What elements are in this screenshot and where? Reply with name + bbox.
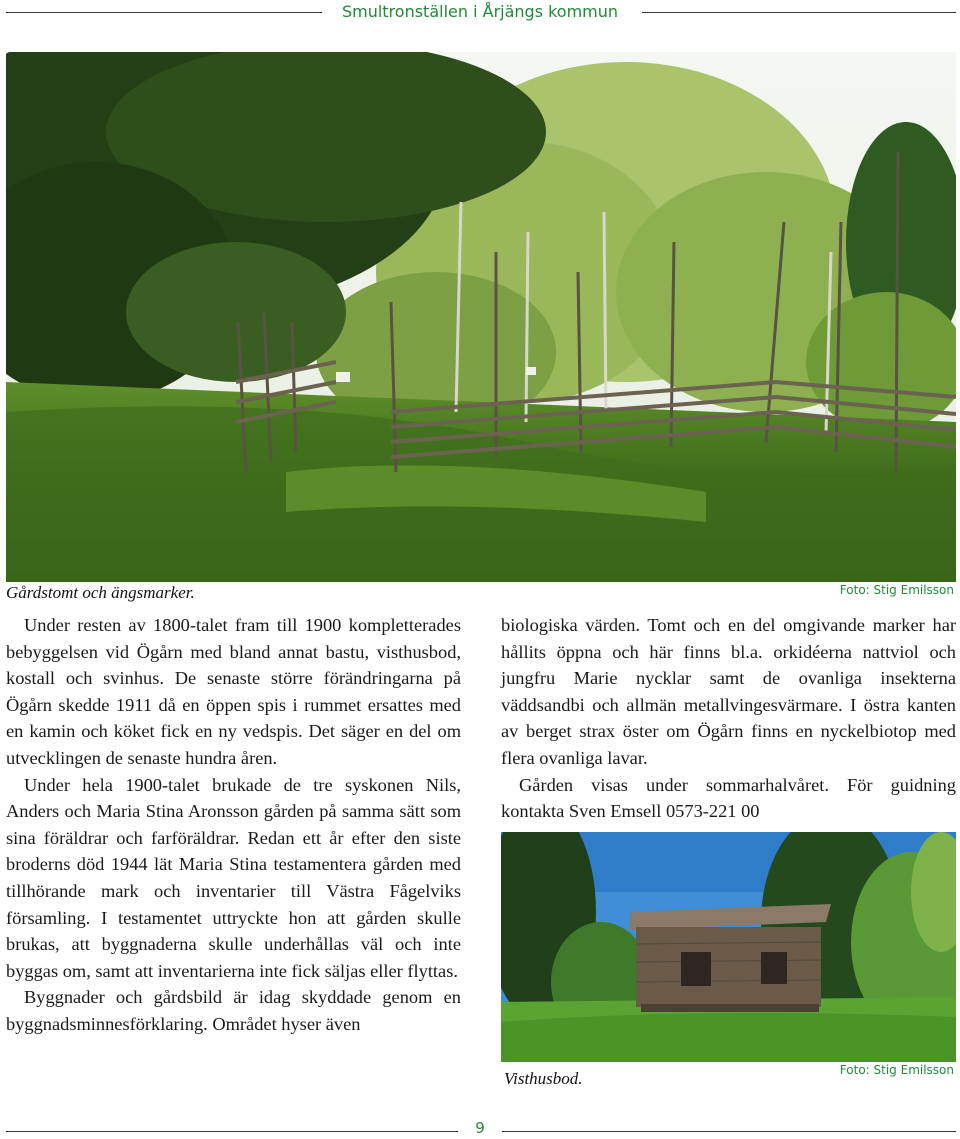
main-photo-caption: Gårdstomt och ängsmarker.: [6, 583, 195, 602]
left-column: [6, 612, 461, 1038]
left-paragraph: Byggnader och gårdsbild är idag skyddade genom en byggnadsminnesförklaring. Området hyser även: [6, 987, 461, 1034]
secondary-photo-credit: Foto: Stig Emilsson: [839, 1063, 954, 1077]
footer-rule-right: [502, 1131, 956, 1132]
header-rule-right: [642, 12, 956, 13]
secondary-photo-caption: Visthusbod.: [504, 1069, 583, 1088]
left-paragraph: Under hela 1900-talet brukade de tre syskonen Nils, Anders och Maria Stina Aronsson gården på samma sätt som sina föräldrar och farföräldrar. Redan ett år efter den siste broderns död 1944 lät Maria Stina testamentera gården med tillhörande mark och inventarier till Västra Fågelviks församling. I testamentet uttryckte hon att gården skulle brukas, att byggnaderna skulle underhållas väl och inte byggas om, samt att inventarierna inte fick säljas eller flyttas.: [6, 774, 461, 981]
main-photo-credit: Foto: Stig Emilsson: [839, 583, 954, 597]
running-header: Smultronställen i Årjängs kommun: [341, 2, 619, 21]
right-paragraph: biologiska värden. Tomt och en del omgivande marker har hållits öppna och här finns bl.a. orkidéerna nattviol och jungfru Marie nycklar samt de ovanliga insekterna väddsandbi och allmän metallvingesvärmare. I östra kanten av berget strax öster om Ögårn finns en nyckelbiotop med flera ovanliga lavar.: [501, 615, 956, 768]
left-paragraph: Under resten av 1800-talet fram till 1900 kompletterades bebyggelsen vid Ögårn med bland annat bastu, visthusbod, kostall och svinhus. De senaste större förändringarna på Ögårn skedde 1911 då en öppen spis i rummet ersattes med en kamin och köket fick en ny vedspis. Det säger en del om utvecklingen de senaste hundra åren.: [6, 615, 461, 768]
secondary-photo: [501, 832, 956, 1062]
page-number: 9: [475, 1119, 485, 1137]
right-paragraph: Gården visas under sommarhalvåret. För guidning kontakta Sven Emsell 0573-221 00: [501, 774, 956, 822]
right-column: [501, 612, 956, 825]
main-photo: [6, 52, 956, 582]
header-rule-left: [6, 12, 322, 13]
